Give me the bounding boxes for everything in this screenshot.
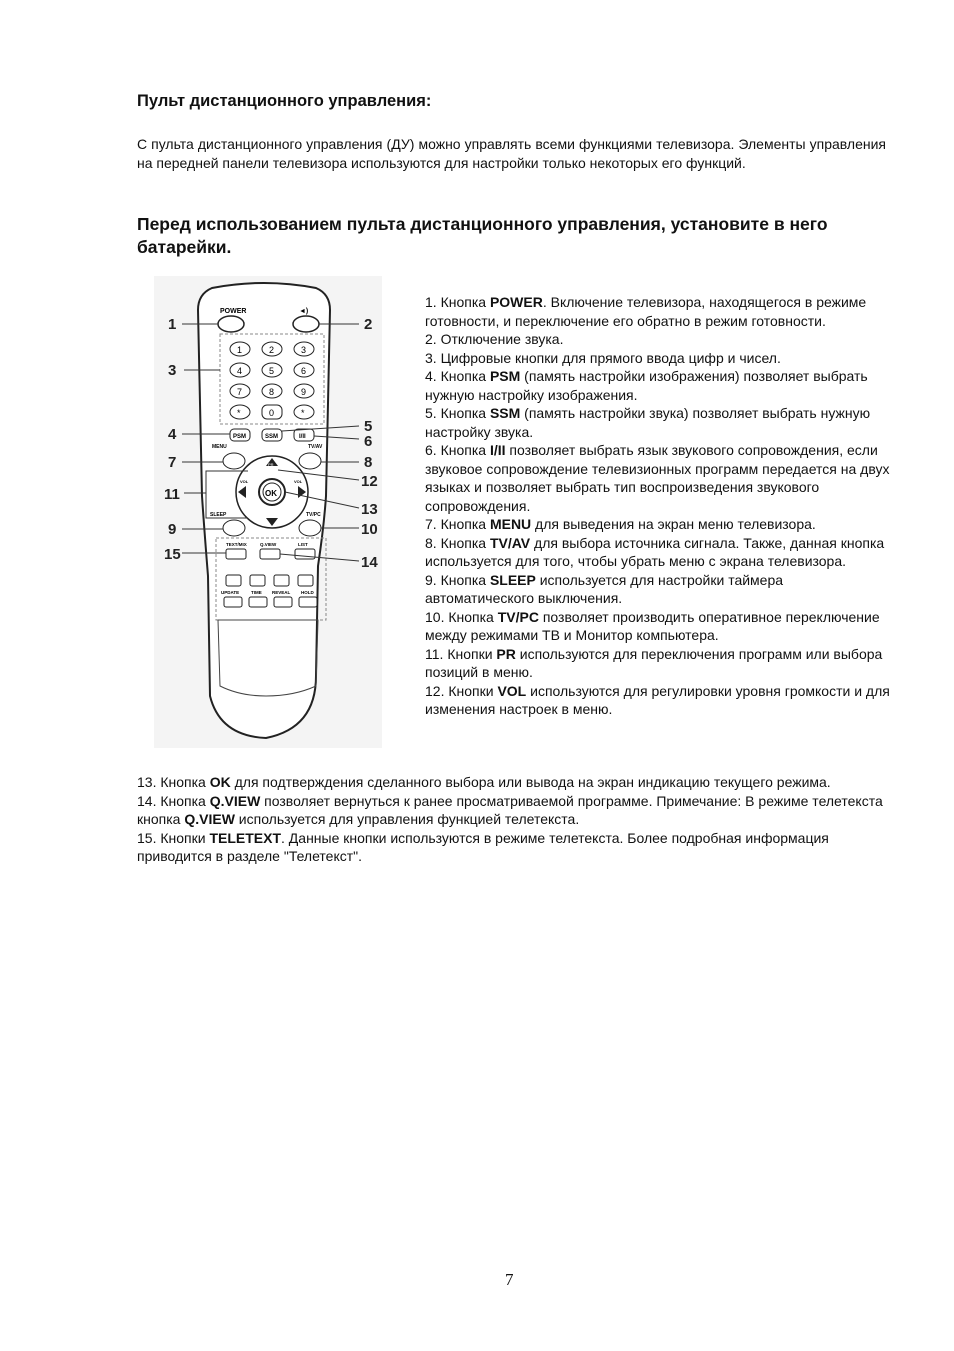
digit-0: 0 — [269, 408, 275, 418]
desc-item-12: 12. Кнопки VOL используются для регулировки уровня громкости и для изменения настроек в меню. — [425, 682, 890, 717]
desc-item-8: 8. Кнопка TV/AV для выбора источника сигнала. Также, данная кнопка используется для того, чтобы убрать меню с экрана телевизора. — [425, 534, 885, 569]
qview-label: Q.VIEW — [260, 542, 277, 547]
i-ii-label: I/II — [299, 434, 306, 440]
vol-left-label: VOL — [240, 479, 249, 484]
power-button — [218, 316, 244, 332]
mute-icon: ◄) — [299, 308, 309, 315]
digit-4: 4 — [237, 366, 243, 376]
callout-1: 1 — [168, 316, 177, 333]
callout-9: 9 — [168, 521, 177, 538]
tvav-button — [299, 453, 321, 469]
callout-11: 11 — [164, 486, 180, 503]
callout-8: 8 — [364, 454, 373, 471]
digit-5: 5 — [269, 366, 275, 376]
hold-label: HOLD — [301, 590, 314, 595]
color-button-blue — [298, 575, 313, 586]
reveal-label: REVEAL — [272, 590, 291, 595]
desc-item-14: 14. Кнопка Q.VIEW позволяет вернуться к ранее просматриваемой программе. Примечание: В режиме телетекста кнопка Q.VIEW используется для управления функцией телетекста. — [137, 792, 883, 827]
menu-button — [223, 453, 245, 469]
button-descriptions-wide — [137, 773, 886, 866]
update-label: UPDATE — [221, 590, 240, 595]
callout-4: 4 — [168, 426, 177, 443]
page-number: 7 — [505, 1270, 514, 1289]
ssm-label: SSM — [265, 434, 279, 440]
intro-paragraph: С пульта дистанционного управления (ДУ) можно управлять всеми функциями телевизора. Элементы управления на передней панели телевизора используются для настройки только некоторых его функций. — [137, 136, 886, 171]
callout-13: 13 — [361, 501, 378, 518]
sleep-button — [223, 520, 245, 536]
list-button — [295, 549, 315, 559]
callout-12: 12 — [361, 473, 378, 490]
desc-item-6: 6. Кнопка I/II позволяет выбрать язык звукового сопровождения, если звуковое сопровождение телевизионных программ передается на двух языках и позволяет выбрать тип воспроизведения звукового сопровождения. — [425, 442, 890, 514]
desc-item-9: 9. Кнопка SLEEP используется для настройки таймера автоматического выключения. — [425, 571, 784, 606]
digit-star-left: * — [237, 408, 241, 418]
battery-heading: Перед использованием пульта дистанционного управления, установите в него батарейки. — [137, 214, 828, 257]
text-mix-button — [226, 549, 246, 559]
time-button — [249, 597, 267, 607]
button-descriptions — [425, 293, 895, 719]
page-title: Пульт дистанционного управления: — [137, 92, 432, 110]
desc-item-4: 4. Кнопка PSM (память настройки изображения) позволяет выбрать нужную настройку изображения. — [425, 368, 868, 403]
callout-5: 5 — [364, 418, 373, 435]
desc-item-2: 2. Отключение звука. — [425, 331, 564, 347]
qview-button — [260, 549, 280, 559]
desc-item-3: 3. Цифровые кнопки для прямого ввода цифр и чисел. — [425, 349, 781, 366]
pr-up-label: PR — [268, 462, 274, 467]
power-button-label: POWER — [220, 308, 247, 315]
digit-6: 6 — [301, 366, 307, 376]
psm-label: PSM — [233, 434, 247, 440]
tvpc-button — [299, 520, 321, 536]
desc-item-10: 10. Кнопка TV/PC позволяет производить оперативное переключение между режимами ТВ и Монитор компьютера. — [425, 608, 880, 643]
hold-button — [299, 597, 317, 607]
digit-3: 3 — [301, 345, 307, 355]
callout-2: 2 — [364, 316, 373, 333]
text-mix-label: TEXT/MIX — [226, 542, 247, 547]
tvpc-label: TV/PC — [306, 512, 321, 518]
desc-item-11: 11. Кнопки PR используются для переключения программ или выбора позиций в меню. — [425, 645, 883, 680]
remote-control-figure — [154, 276, 382, 748]
digit-7: 7 — [237, 387, 243, 397]
color-button-green — [250, 575, 265, 586]
reveal-button — [274, 597, 292, 607]
digit-2: 2 — [269, 345, 275, 355]
desc-item-15: 15. Кнопки TELETEXT. Данные кнопки используются в режиме телетекста. Более подробная информация приводится в разделе "Телетекст". — [137, 829, 829, 864]
callout-7: 7 — [168, 454, 177, 471]
callout-14: 14 — [361, 554, 378, 571]
sleep-label: SLEEP — [210, 512, 227, 518]
desc-item-5: 5. Кнопка SSM (память настройки звука) позволяет выбрать нужную настройку звука. — [425, 405, 871, 440]
callout-6: 6 — [364, 433, 373, 450]
callout-15: 15 — [164, 546, 181, 563]
digit-star-right: * — [301, 408, 305, 418]
time-label: TIME — [251, 590, 262, 595]
mute-button — [293, 316, 319, 332]
color-button-red — [226, 575, 241, 586]
list-label: LIST — [298, 542, 308, 547]
ok-label: OK — [265, 489, 277, 498]
desc-item-1: 1. Кнопка POWER. Включение телевизора, находящегося в режиме готовности, и переключение его обратно в режим готовности. — [425, 294, 867, 329]
digit-8: 8 — [269, 387, 275, 397]
callout-10: 10 — [361, 521, 378, 538]
digit-1: 1 — [237, 345, 243, 355]
desc-item-13: 13. Кнопка OK для подтверждения сделанного выбора или вывода на экран индикацию текущего режима. — [137, 774, 831, 790]
callout-3: 3 — [168, 362, 177, 379]
digit-9: 9 — [301, 387, 307, 397]
menu-label: MENU — [212, 444, 227, 450]
tvav-label: TV/AV — [308, 444, 323, 450]
update-button — [224, 597, 242, 607]
desc-item-7: 7. Кнопка MENU для выведения на экран меню телевизора. — [425, 516, 816, 532]
vol-right-label: VOL — [294, 479, 303, 484]
color-button-yellow — [274, 575, 289, 586]
